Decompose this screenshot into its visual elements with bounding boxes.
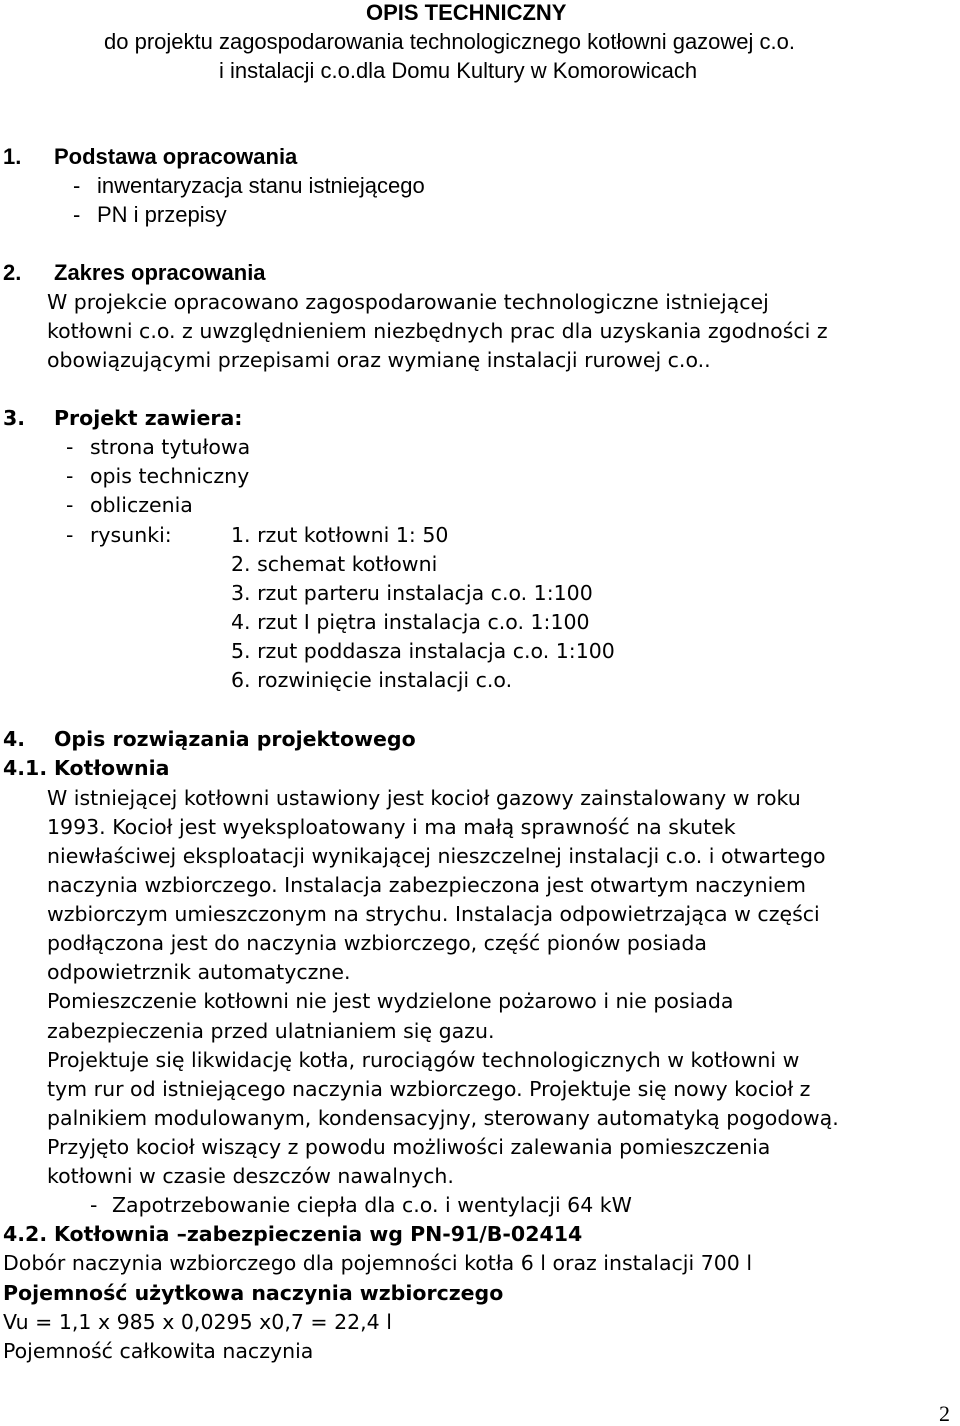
section-3-number: 3. [3,406,26,430]
section-1-item: PN i przepisy [97,202,227,227]
subsection-4-2-heading: Kotłownia –zabezpieczenia wg PN-91/B-02414 [54,1222,583,1246]
drawings-label: rysunki: [90,523,172,547]
expansion-vessel-selection: Dobór naczynia wzbiorczego dla pojemności kotła 6 l oraz instalacji 700 l [3,1251,753,1275]
section-4-heading: Opis rozwiązania projektowego [54,727,416,751]
drawing-item: 4. rzut I piętra instalacja c.o. 1:100 [231,610,590,634]
subsection-4-1-heading: Kotłownia [54,756,170,780]
drawing-item: 5. rzut poddasza instalacja c.o. 1:100 [231,639,615,663]
subsection-4-1-line: wzbiorczym umieszczonym na strychu. Instalacja odpowietrzająca w części [47,902,820,926]
section-1-heading: Podstawa opracowania [54,144,298,169]
subsection-4-1-line: W istniejącej kotłowni ustawiony jest kocioł gazowy zainstalowany w roku [47,786,801,810]
document-title: OPIS TECHNICZNY [366,0,567,25]
drawing-item: 6. rozwinięcie instalacji c.o. [231,668,513,692]
document-subtitle-line-1: do projektu zagospodarowania technologicznego kotłowni gazowej c.o. [104,29,796,54]
subsection-4-1-line: 1993. Kocioł jest wyeksploatowany i ma małą sprawność na skutek [47,815,736,839]
subsection-4-1-line: zabezpieczenia przed ulatnianiem się gazu. [47,1019,495,1043]
page-number: 2 [939,1401,950,1426]
capacity-formula: Vu = 1,1 x 985 x 0,0295 x0,7 = 22,4 l [3,1310,392,1334]
section-2-line: kotłowni c.o. z uwzględnieniem niezbędnych prac dla uzyskania zgodności z [47,319,828,343]
total-capacity-label: Pojemność całkowita naczynia [3,1339,314,1363]
section-2-line: W projekcie opracowano zagospodarowanie technologiczne istniejącej [47,290,769,314]
section-3-item: obliczenia [90,493,193,517]
document-subtitle-line-2: i instalacji c.o.dla Domu Kultury w Komorowicach [219,58,698,83]
bullet: - [66,464,74,488]
drawing-item: 1. rzut kotłowni 1: 50 [231,523,449,547]
bullet: - [66,523,74,547]
subsection-4-1-line: niewłaściwej eksploatacji wynikającej nieszczelnej instalacji c.o. i otwartego [47,844,826,868]
subsection-4-1-line: palnikiem modulowanym, kondensacyjny, sterowany automatyką pogodową. [47,1106,839,1130]
bullet: - [66,435,74,459]
section-1-number: 1. [3,144,22,169]
subsection-4-1-line: tym rur od istniejącego naczynia wzbiorczego. Projektuje się nowy kocioł z [47,1077,811,1101]
section-2-number: 2. [3,260,22,285]
subsection-4-2-number: 4.2. [3,1222,48,1246]
section-2-line: obowiązującymi przepisami oraz wymianę instalacji rurowej c.o.. [47,348,711,372]
subsection-4-1-line: Przyjęto kocioł wiszący z powodu możliwości zalewania pomieszczenia [47,1135,771,1159]
section-3-item: opis techniczny [90,464,250,488]
section-3-heading: Projekt zawiera: [54,406,243,430]
bullet: - [66,493,74,517]
section-4-number: 4. [3,727,26,751]
drawing-item: 3. rzut parteru instalacja c.o. 1:100 [231,581,593,605]
subsection-4-1-line: naczynia wzbiorczego. Instalacja zabezpieczona jest otwartym naczyniem [47,873,806,897]
section-3-item: strona tytułowa [90,435,251,459]
bullet: - [73,173,81,198]
subsection-4-1-line: Pomieszczenie kotłowni nie jest wydzielone pożarowo i nie posiada [47,989,734,1013]
drawing-item: 2. schemat kotłowni [231,552,438,576]
section-1-item: inwentaryzacja stanu istniejącego [97,173,425,198]
subsection-4-1-line: kotłowni w czasie deszczów nawalnych. [47,1164,454,1188]
bullet: - [90,1193,98,1217]
subsection-4-1-line: Projektuje się likwidację kotła, rurociągów technologicznych w kotłowni w [47,1048,800,1072]
subsection-4-1-number: 4.1. [3,756,48,780]
subsection-4-1-line: podłączona jest do naczynia wzbiorczego, część pionów posiada [47,931,707,955]
subsection-4-1-line: odpowietrznik automatyczne. [47,960,351,984]
bullet: - [73,202,81,227]
usable-capacity-heading: Pojemność użytkowa naczynia wzbiorczego [3,1281,504,1305]
heat-demand-item: Zapotrzebowanie ciepła dla c.o. i wentylacji 64 kW [112,1193,632,1217]
section-2-heading: Zakres opracowania [54,260,266,285]
